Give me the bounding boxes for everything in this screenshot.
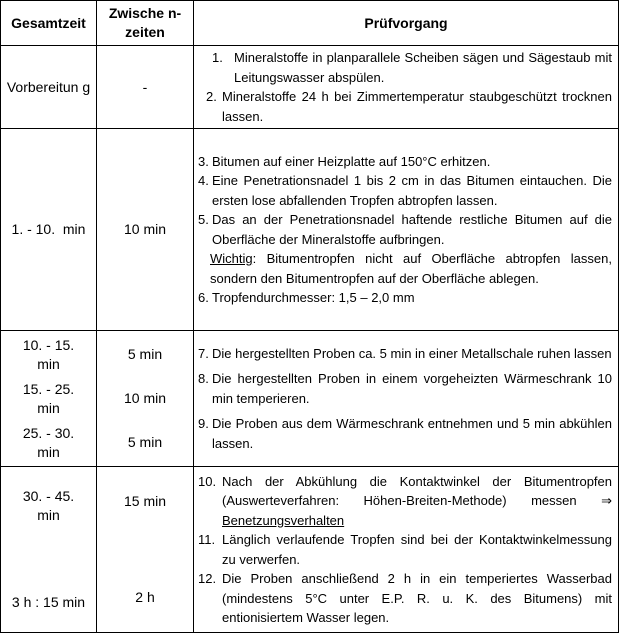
step-text: Die hergestellten Proben ca. 5 min in einer Metallschale ruhen lassen [212, 345, 612, 361]
table-row [1, 46, 619, 129]
gesamtzeit-value: 10. - 15. min [22, 336, 75, 372]
step-item [198, 171, 612, 210]
gesamtzeit-cell [1, 331, 97, 467]
step-text: Die Proben aus dem Wärmeschrank entnehmen und 5 min abkühlen lassen. [212, 416, 612, 451]
zwischenzeit-value: 5 min [127, 346, 163, 362]
step-text: Bitumen auf einer Heizplatte auf 150°C erhitzen. [212, 153, 491, 169]
step-number: 9. [198, 416, 209, 432]
header-row [1, 1, 619, 46]
step-text: Die Proben anschließend 2 h in ein temperiertes Wasserbad (mindestens 5°C unter E.P. R. u. K. des Bitumens) mit entionisiertem Wasser legen. [222, 571, 612, 625]
pruefvorgang-cell [194, 129, 619, 331]
step-item [198, 344, 612, 364]
gesamtzeit-value: 25. - 30. min [22, 424, 75, 460]
step-item [198, 210, 612, 249]
step-number: 11. [198, 532, 216, 547]
gesamtzeit-value: 15. - 25. min [22, 380, 75, 416]
step-item [198, 87, 612, 126]
step-number: 5. [198, 212, 209, 227]
step-number: 4. [198, 173, 209, 188]
step-text: Das an der Penetrationsnadel haftende restliche Bitumen auf die Oberfläche der Mineralstoffe aufbringen. [212, 212, 612, 247]
step-text-main: Nach der Abkühlung die Kontaktwinkel der Bitumentropfen (Auswerteverfahren: Höhen-Breiten-Methode) messen ⇒ [222, 473, 612, 508]
step-text: Mineralstoffe 24 h bei Zimmertemperatur staubgeschützt trocknen lassen. [222, 89, 612, 124]
zwischenzeit-value: 5 min [127, 434, 163, 450]
pruefvorgang-cell [194, 467, 619, 633]
zwischenzeit-cell [97, 331, 194, 467]
step-item [198, 48, 612, 87]
header-gesamtzeit: Gesamtzeit [1, 1, 97, 46]
step-text: Mineralstoffe in planparallele Scheiben sägen und Sägestaub mit Leitungswasser abspülen. [234, 50, 612, 85]
important-note [198, 249, 612, 288]
important-note-text: : Bitumentropfen nicht auf Oberfläche abtropfen lassen, sondern den Bitumentropfen auf der Oberfläche ablegen. [210, 251, 612, 286]
gesamtzeit-cell [1, 46, 97, 129]
step-text: Eine Penetrationsnadel 1 bis 2 cm in das Bitumen eintauchen. Die ersten lose abfallenden Tropfen abtropfen lassen. [212, 173, 612, 208]
step-number: 7. [198, 345, 209, 361]
step-text: Länglich verlaufende Tropfen sind bei der Kontaktwinkelmessung zu verwerfen. [222, 532, 612, 567]
step-number: 3. [198, 153, 209, 169]
step-item [198, 569, 612, 628]
step-text [222, 472, 612, 531]
step-item [198, 152, 612, 172]
step-item [198, 369, 612, 408]
benetzungsverhalten-link[interactable]: Benetzungsverhalten [222, 512, 345, 528]
zwischenzeit-cell [97, 129, 194, 331]
step-number: 12. [198, 571, 217, 586]
table-row [1, 467, 619, 633]
zwischenzeit-value: 10 min [123, 390, 167, 406]
gesamtzeit-cell [1, 129, 97, 331]
step-item [198, 414, 612, 453]
header-zwischenzeiten: Zwische n-zeiten [97, 1, 194, 46]
step-text: Die hergestellten Proben in einem vorgeheizten Wärmeschrank 10 min temperieren. [212, 371, 612, 406]
step-number: 8. [198, 371, 209, 387]
step-item [198, 472, 612, 531]
step-number: 1. [212, 50, 223, 65]
step-number: 2. [206, 89, 217, 104]
gesamtzeit-value: 3 h : 15 min [11, 593, 86, 610]
important-note-label: Wichtig [210, 251, 253, 266]
step-text: Tropfendurchmesser: 1,5 – 2,0 mm [212, 290, 415, 305]
gesamtzeit-value: Vorbereitun g [6, 78, 91, 95]
gesamtzeit-value: 30. - 45. min [22, 488, 75, 524]
pruefvorgang-cell [194, 331, 619, 467]
zwischenzeit-value: 15 min [123, 493, 167, 509]
table-row [1, 331, 619, 467]
zwischenzeit-value: - [142, 78, 148, 95]
step-number: 10. [198, 473, 217, 489]
pruefvorgang-cell [194, 46, 619, 129]
zwischenzeit-cell [97, 467, 194, 633]
gesamtzeit-cell [1, 467, 97, 633]
zwischenzeit-value: 10 min [123, 221, 167, 237]
gesamtzeit-value: 1. - 10. min [11, 221, 86, 237]
step-number: 6. [198, 290, 209, 305]
table-row [1, 129, 619, 331]
step-item [198, 288, 612, 308]
step-item [198, 530, 612, 569]
zwischenzeit-cell [97, 46, 194, 129]
header-pruefvorgang: Prüfvorgang [194, 1, 619, 46]
zwischenzeit-value: 2 h [135, 589, 155, 605]
